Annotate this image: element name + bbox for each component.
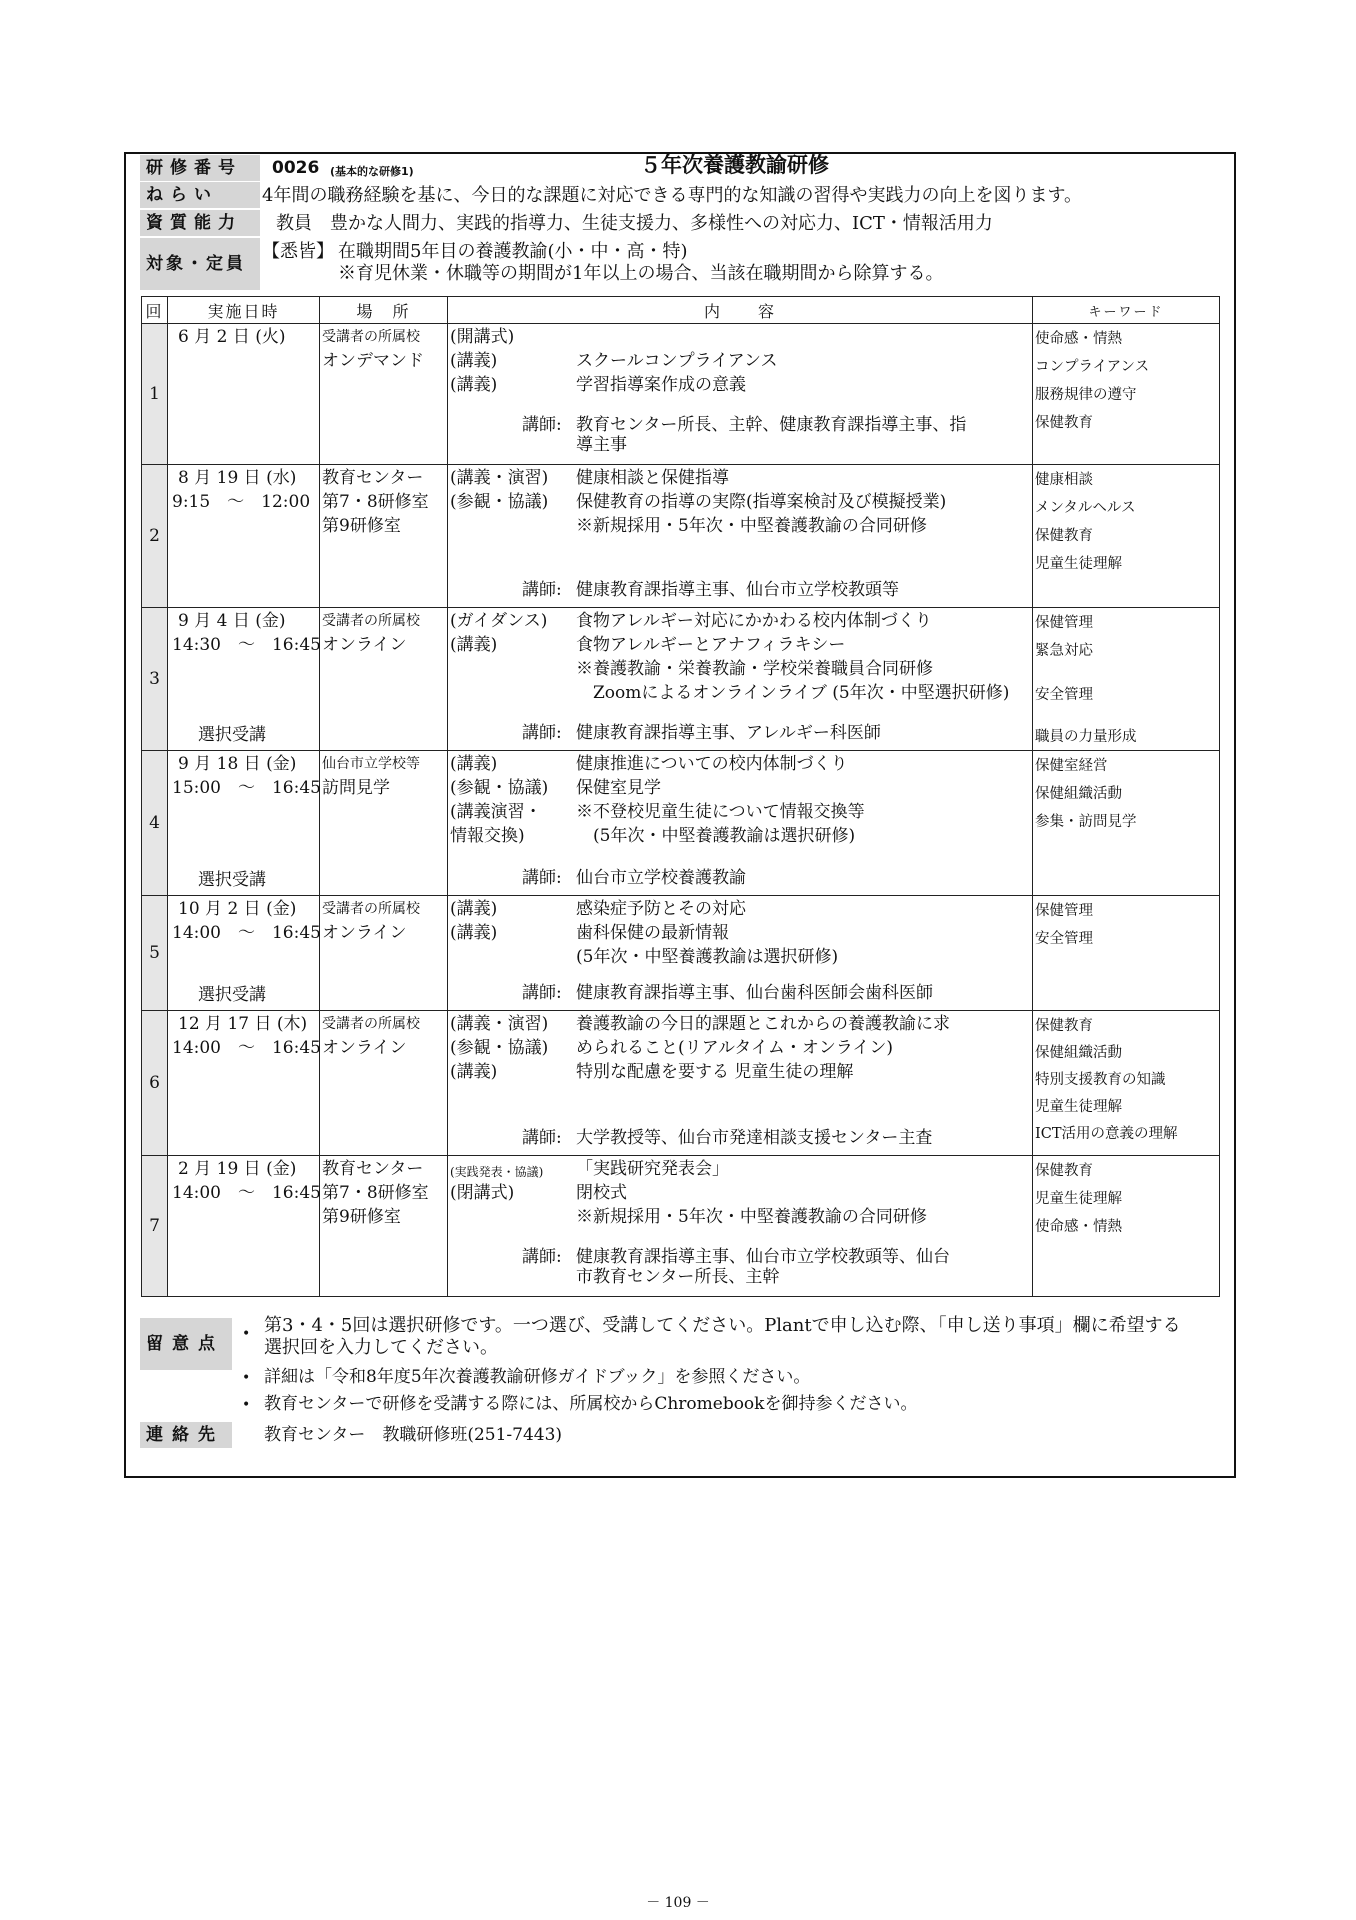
place-line: 第9研修室 <box>322 1207 401 1227</box>
content-text: 特別な配慮を要する 児童生徒の理解 <box>576 1062 854 1082</box>
session-datetime <box>168 1156 320 1297</box>
content-text: 健康教育課指導主事、アレルギー科医師 <box>576 723 881 743</box>
session-keywords <box>1033 324 1220 465</box>
lecturer-label: 講師: <box>522 1247 562 1267</box>
content-text: 市教育センター所長、主幹 <box>576 1267 780 1287</box>
keyword-item: 健康相談 <box>1035 472 1093 488</box>
keyword-item: 特別支援教育の知識 <box>1035 1072 1166 1088</box>
place-line: 教育センター <box>322 1159 424 1179</box>
col-keyword: キーワード <box>1033 297 1220 324</box>
session-number: 5 <box>142 896 168 1011</box>
table-row <box>142 751 1220 896</box>
ability-label: 資質能力 <box>140 210 260 236</box>
session-content <box>448 896 1033 1011</box>
session-content <box>448 1011 1033 1156</box>
schedule-table <box>141 296 1220 1297</box>
keyword-item: 保健管理 <box>1035 615 1093 631</box>
page-number: － 109 － <box>646 1895 710 1911</box>
keyword-item: ICT活用の意義の理解 <box>1035 1126 1178 1142</box>
keyword-item: 保健室経営 <box>1035 758 1108 774</box>
session-content <box>448 324 1033 465</box>
content-type: (講義) <box>450 1062 498 1082</box>
table-row <box>142 1011 1220 1156</box>
content-text: 養護教諭の今日的課題とこれからの養護教諭に求 <box>576 1014 950 1034</box>
content-type: (講義・演習) <box>450 1014 549 1034</box>
keyword-item: 参集・訪問見学 <box>1035 814 1137 830</box>
session-place <box>320 608 448 751</box>
session-datetime <box>168 896 320 1011</box>
content-text: 感染症予防とその対応 <box>576 899 746 919</box>
keyword-item: 使命感・情熱 <box>1035 1219 1122 1235</box>
code-label: 研修番号 <box>140 155 260 181</box>
content-text: ※不登校児童生徒について情報交換等 <box>576 802 865 822</box>
table-row <box>142 608 1220 751</box>
aim-label: ねらい <box>140 182 260 208</box>
session-content <box>448 1156 1033 1297</box>
content-text: 「実践研究発表会」 <box>576 1159 729 1179</box>
content-text: 大学教授等、仙台市発達相談支援センター主査 <box>576 1128 933 1148</box>
keyword-item: 保健組織活動 <box>1035 1045 1122 1061</box>
content-text: 健康教育課指導主事、仙台市立学校教頭等、仙台 <box>576 1247 950 1267</box>
content-text: 健康相談と保健指導 <box>576 468 729 488</box>
content-type: (講義演習・ <box>450 802 542 822</box>
session-place <box>320 1156 448 1297</box>
session-date: 8 月 19 日 (水) <box>178 468 297 488</box>
basic-note: (基本的な研修1) <box>330 165 414 178</box>
session-keywords <box>1033 465 1220 608</box>
lecturer-label: 講師: <box>522 580 562 600</box>
elective-badge: 選択受講 <box>198 725 266 745</box>
session-content <box>448 608 1033 751</box>
place-line: オンライン <box>322 635 407 655</box>
content-type: (講義) <box>450 351 498 371</box>
content-type: (参観・協議) <box>450 492 549 512</box>
content-text: められること(リアルタイム・オンライン) <box>576 1038 894 1058</box>
keyword-item: 職員の力量形成 <box>1035 729 1137 745</box>
keyword-item: メンタルヘルス <box>1035 500 1136 516</box>
note-3: 教育センターで研修を受講する際には、所属校からChromebookを御持参ください。 <box>264 1394 918 1414</box>
session-keywords <box>1033 896 1220 1011</box>
content-text: ※養護教諭・栄養教諭・学校栄養職員合同研修 <box>576 659 933 679</box>
place-line: 受講者の所属校 <box>322 329 420 345</box>
session-keywords <box>1033 751 1220 896</box>
keyword-item: 児童生徒理解 <box>1035 1191 1122 1207</box>
lecturer-label: 講師: <box>522 868 562 888</box>
table-row <box>142 324 1220 465</box>
session-place <box>320 1011 448 1156</box>
session-number: 3 <box>142 608 168 751</box>
content-text: 健康推進についての校内体制づくり <box>576 754 848 774</box>
session-number: 1 <box>142 324 168 465</box>
content-text: 食物アレルギー対応にかかわる校内体制づくり <box>576 611 932 631</box>
session-number: 6 <box>142 1011 168 1156</box>
keyword-item: 安全管理 <box>1035 687 1093 703</box>
keyword-item: 保健教育 <box>1035 1163 1093 1179</box>
table-row <box>142 465 1220 608</box>
session-date: 10 月 2 日 (金) <box>178 899 297 919</box>
keyword-item: 児童生徒理解 <box>1035 556 1122 572</box>
session-time: 9:15 ～ 12:00 <box>172 492 311 512</box>
contact-label: 連絡先 <box>140 1422 232 1448</box>
content-type: (講義) <box>450 899 498 919</box>
place-line: 仙台市立学校等 <box>322 756 420 772</box>
session-number: 2 <box>142 465 168 608</box>
keyword-item: 服務規律の遵守 <box>1035 387 1137 403</box>
content-text: 導主事 <box>576 435 627 455</box>
place-line: 受講者の所属校 <box>322 613 420 629</box>
place-line: 第9研修室 <box>322 516 401 536</box>
content-text: 保健教育の指導の実際(指導案検討及び模擬授業) <box>576 492 947 512</box>
session-date: 2 月 19 日 (金) <box>178 1159 297 1179</box>
content-type: (閉講式) <box>450 1183 515 1203</box>
target-line1: 在職期間5年目の養護教諭(小・中・高・特) <box>338 241 688 262</box>
content-type: (参観・協議) <box>450 778 549 798</box>
content-text: 閉校式 <box>576 1183 627 1203</box>
session-content <box>448 751 1033 896</box>
session-datetime <box>168 324 320 465</box>
content-text: 健康教育課指導主事、仙台市立学校教頭等 <box>576 580 899 600</box>
session-number: 7 <box>142 1156 168 1297</box>
content-text: ※新規採用・5年次・中堅養護教諭の合同研修 <box>576 516 927 536</box>
place-line: 受講者の所属校 <box>322 1016 420 1032</box>
lecturer-label: 講師: <box>522 723 562 743</box>
ability-text: 教員 豊かな人間力、実践的指導力、生徒支援力、多様性への対応力、ICT・情報活用力 <box>276 213 993 234</box>
content-text: 学習指導案作成の意義 <box>576 375 746 395</box>
place-line: 訪問見学 <box>322 778 390 798</box>
note-1b: 選択回を入力してください。 <box>264 1337 498 1358</box>
content-text: 歯科保健の最新情報 <box>576 923 729 943</box>
content-type: (講義) <box>450 635 498 655</box>
lecturer-label: 講師: <box>522 1128 562 1148</box>
session-place <box>320 896 448 1011</box>
bullet-icon: • <box>242 1326 251 1342</box>
place-line: 教育センター <box>322 468 424 488</box>
keyword-item: 緊急対応 <box>1035 643 1093 659</box>
content-type: (講義) <box>450 923 498 943</box>
content-text: 教育センター所長、主幹、健康教育課指導主事、指 <box>576 415 967 435</box>
session-content <box>448 465 1033 608</box>
content-type: (参観・協議) <box>450 1038 549 1058</box>
elective-badge: 選択受講 <box>198 985 266 1005</box>
session-place <box>320 751 448 896</box>
content-type: (講義) <box>450 375 498 395</box>
content-type: (実践発表・協議) <box>450 1165 544 1179</box>
col-datetime: 実施日時 <box>168 297 320 324</box>
course-code: 0026 <box>272 158 320 178</box>
session-place <box>320 324 448 465</box>
session-date: 9 月 18 日 (金) <box>178 754 297 774</box>
session-date: 6 月 2 日 (火) <box>178 327 286 347</box>
content-text: Zoomによるオンラインライブ (5年次・中堅選択研修) <box>576 683 1010 703</box>
content-text: ※新規採用・5年次・中堅養護教諭の合同研修 <box>576 1207 927 1227</box>
session-keywords <box>1033 1011 1220 1156</box>
aim-text: 4年間の職務経験を基に、今日的な課題に対応できる専門的な知識の習得や実践力の向上を図ります。 <box>262 185 1083 206</box>
session-time: 14:30 ～ 16:45 <box>172 635 321 655</box>
content-text: (5年次・中堅養護教諭は選択研修) <box>576 947 839 967</box>
session-keywords <box>1033 1156 1220 1297</box>
session-place <box>320 465 448 608</box>
keyword-item: コンプライアンス <box>1035 359 1150 375</box>
elective-badge: 選択受講 <box>198 870 266 890</box>
session-datetime <box>168 465 320 608</box>
contact-text: 教育センター 教職研修班(251-7443) <box>264 1425 563 1445</box>
keyword-item: 保健教育 <box>1035 528 1093 544</box>
bullet-icon: • <box>242 1397 251 1413</box>
target-tag: 【悉皆】 <box>262 241 334 262</box>
content-type: 情報交換) <box>450 826 525 846</box>
table-header-row <box>142 297 1220 324</box>
lecturer-label: 講師: <box>522 415 562 435</box>
session-time: 14:00 ～ 16:45 <box>172 1183 321 1203</box>
content-type: (講義・演習) <box>450 468 549 488</box>
table-row <box>142 896 1220 1011</box>
lecturer-label: 講師: <box>522 983 562 1003</box>
keyword-item: 児童生徒理解 <box>1035 1099 1122 1115</box>
col-content: 内 容 <box>448 297 1033 324</box>
content-text: スクールコンプライアンス <box>576 351 778 371</box>
place-line: 受講者の所属校 <box>322 901 420 917</box>
keyword-item: 保健教育 <box>1035 415 1093 431</box>
note-2: 詳細は「令和8年度5年次養護教諭研修ガイドブック」を参照ください。 <box>264 1367 811 1387</box>
note-1a: 第3・4・5回は選択研修です。一つ選び、受講してください。Plantで申し込む際、「申し送り事項」欄に希望する <box>264 1315 1181 1336</box>
session-time: 15:00 ～ 16:45 <box>172 778 321 798</box>
session-time: 14:00 ～ 16:45 <box>172 923 321 943</box>
bullet-icon: • <box>242 1370 251 1386</box>
content-text: 健康教育課指導主事、仙台歯科医師会歯科医師 <box>576 983 933 1003</box>
keyword-item: 安全管理 <box>1035 931 1093 947</box>
session-date: 12 月 17 日 (木) <box>178 1014 308 1034</box>
content-text: 食物アレルギーとアナフィラキシー <box>576 635 846 655</box>
session-datetime <box>168 1011 320 1156</box>
session-time: 14:00 ～ 16:45 <box>172 1038 321 1058</box>
keyword-item: 使命感・情熱 <box>1035 331 1122 347</box>
target-line2: ※育児休業・休職等の期間が1年以上の場合、当該在職期間から除算する。 <box>338 263 944 284</box>
content-type: (ガイダンス) <box>450 611 548 631</box>
keyword-item: 保健組織活動 <box>1035 786 1122 802</box>
keyword-item: 保健教育 <box>1035 1018 1093 1034</box>
page-title: ５年次養護教諭研修 <box>640 153 829 177</box>
notes-label: 留意点 <box>140 1318 232 1370</box>
place-line: 第7・8研修室 <box>322 1183 429 1203</box>
col-no: 回 <box>142 297 168 324</box>
col-place: 場 所 <box>320 297 448 324</box>
keyword-item: 保健管理 <box>1035 903 1093 919</box>
session-keywords <box>1033 608 1220 751</box>
place-line: 第7・8研修室 <box>322 492 429 512</box>
target-label: 対象・定員 <box>140 238 260 290</box>
content-type: (講義) <box>450 754 498 774</box>
content-text: 仙台市立学校養護教諭 <box>576 868 746 888</box>
content-text: 保健室見学 <box>576 778 661 798</box>
session-number: 4 <box>142 751 168 896</box>
session-date: 9 月 4 日 (金) <box>178 611 286 631</box>
place-line: オンライン <box>322 1038 407 1058</box>
content-type: (開講式) <box>450 327 515 347</box>
place-line: オンデマンド <box>322 351 424 371</box>
table-row <box>142 1156 1220 1297</box>
content-text: (5年次・中堅養護教諭は選択研修) <box>576 826 856 846</box>
session-datetime <box>168 751 320 896</box>
place-line: オンライン <box>322 923 407 943</box>
session-datetime <box>168 608 320 751</box>
